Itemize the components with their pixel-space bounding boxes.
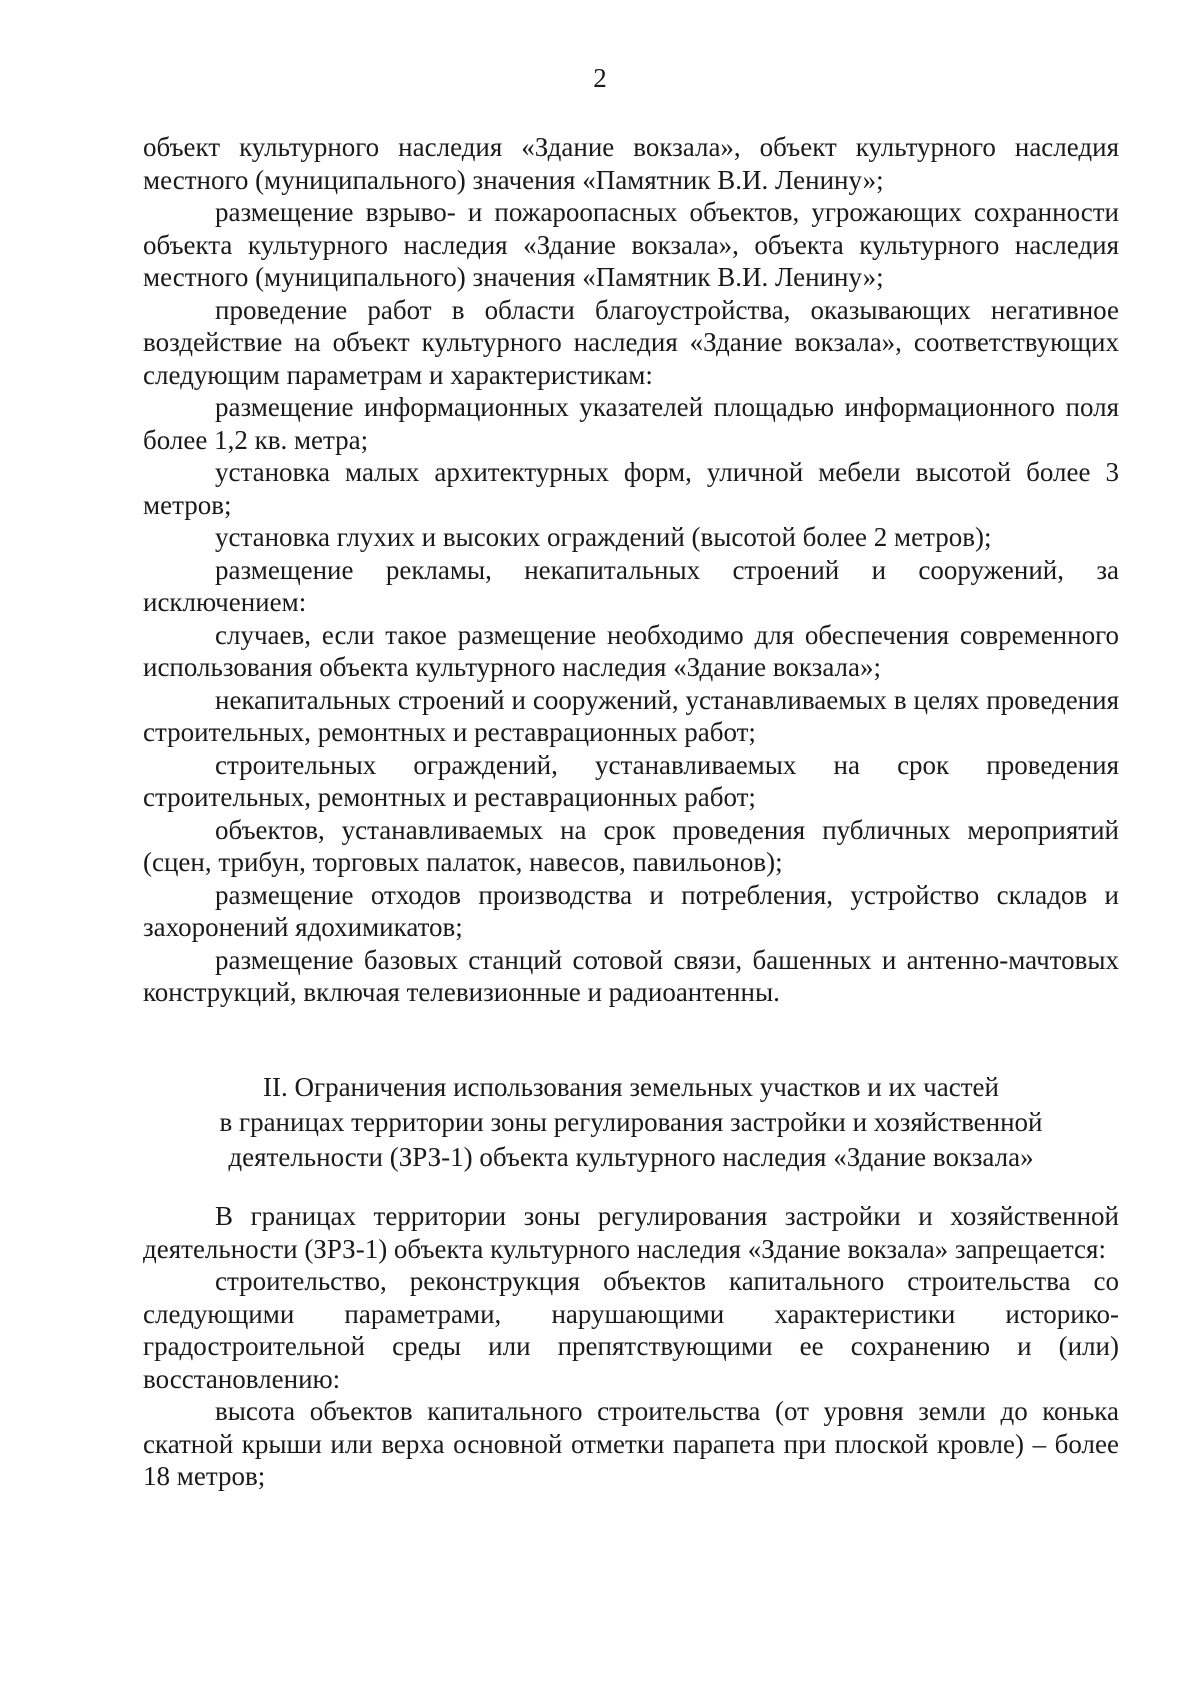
paragraph: В границах территории зоны регулирования застройки и хозяйственной деятельности (ЗРЗ-1) объекта культурного наследия «Здание вокзала» запрещается: — [143, 1201, 1119, 1264]
paragraph: размещение отходов производства и потребления, устройство складов и захоронений ядохимикатов; — [143, 879, 1119, 942]
paragraph: некапитальных строений и сооружений, устанавливаемых в целях проведения строительных, ремонтных и реставрационных работ; — [143, 684, 1119, 747]
section-heading — [143, 1070, 1119, 1175]
section-body — [143, 1200, 1119, 1493]
page-number: 2 — [593, 63, 607, 93]
paragraph: размещение информационных указателей площадью информационного поля более 1,2 кв. метра; — [143, 392, 1119, 455]
paragraph: строительных ограждений, устанавливаемых на срок проведения строительных, ремонтных и реставрационных работ; — [143, 749, 1119, 812]
paragraph: размещение базовых станций сотовой связи, башенных и антенно-мачтовых конструкций, включая телевизионные и радиоантенны. — [143, 944, 1119, 1007]
section-heading-line: в границах территории зоны регулирования застройки и хозяйственной — [219, 1107, 1043, 1137]
paragraph: размещение рекламы, некапитальных строений и сооружений, за исключением: — [143, 554, 1119, 617]
restrictions-list-continued — [143, 131, 1119, 1009]
section-heading-line: II. Ограничения использования земельных участков и их частей — [263, 1072, 999, 1102]
paragraph: проведение работ в области благоустройства, оказывающих негативное воздействие на объект культурного наследия «Здание вокзала», соответствующих следующим параметрам и характеристикам: — [143, 294, 1119, 390]
paragraph: установка глухих и высоких ограждений (высотой более 2 метров); — [215, 522, 992, 552]
section-heading-line: деятельности (ЗРЗ-1) объекта культурного наследия «Здание вокзала» — [228, 1142, 1034, 1172]
paragraph: строительство, реконструкция объектов капитального строительства со следующими параметрами, нарушающими характеристики историко-градостроительной среды или препятствующими ее сохранению и (или) восстановлению: — [143, 1266, 1119, 1394]
paragraph: случаев, если такое размещение необходимо для обеспечения современного использования объекта культурного наследия «Здание вокзала»; — [143, 619, 1119, 682]
paragraph: размещение взрыво- и пожароопасных объектов, угрожающих сохранности объекта культурного наследия «Здание вокзала», объекта культурного наследия местного (муниципального) значения «Памятник В.И. Ленину»; — [143, 197, 1119, 292]
paragraph: объектов, устанавливаемых на срок проведения публичных мероприятий (сцен, трибун, торговых палаток, навесов, павильонов); — [143, 814, 1119, 877]
paragraph: высота объектов капитального строительства (от уровня земли до конька скатной крыши или верха основной отметки парапета при плоской кровле) – более 18 метров; — [143, 1396, 1119, 1491]
paragraph: объект культурного наследия «Здание вокзала», объект культурного наследия местного (муниципального) значения «Памятник В.И. Ленину»; — [143, 132, 1119, 195]
paragraph: установка малых архитектурных форм, уличной мебели высотой более 3 метров; — [143, 457, 1119, 520]
